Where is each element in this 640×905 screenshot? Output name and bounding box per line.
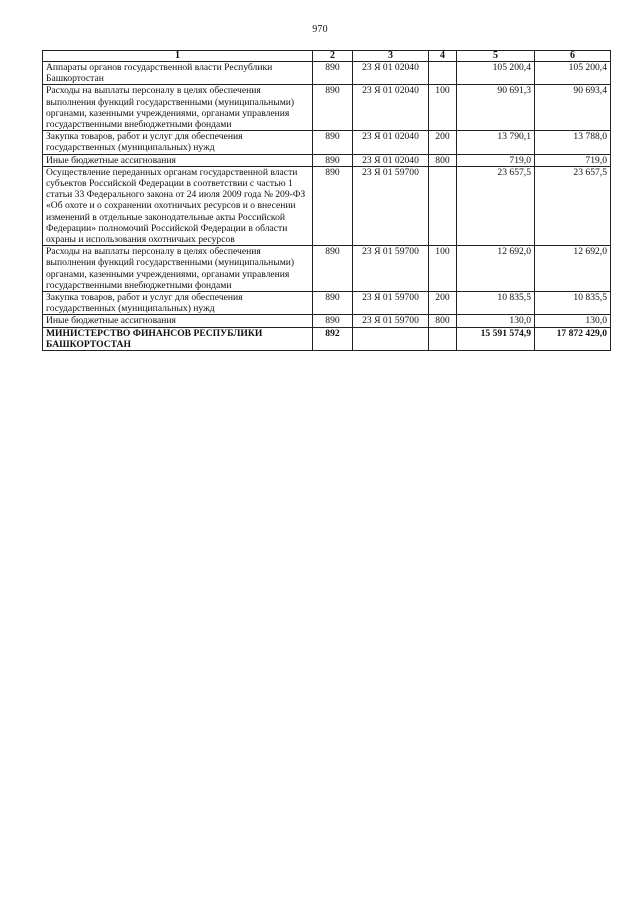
column-header-5: 5 [457,51,535,62]
row-name: Осуществление переданных органам государственной власти субъектов Российской Федерации в соответствии с частью 1 статьи 33 Федерального закона от 24 июля 2009 года № 209-ФЗ «Об охоте и о сохранении охотничьих ресурсов и о внесении изменений в отдельные законодательные акты Российской Федерации» полномочий Российской Федерации в области охраны и использования охотничьих ресурсов [43,166,313,245]
page-number: 970 [312,24,328,35]
row-amount-col6: 17 872 429,0 [535,327,611,350]
row-amount-col5: 719,0 [457,154,535,166]
row-amount-col5: 15 591 574,9 [457,327,535,350]
row-expense-type: 100 [429,246,457,292]
row-target-article: 23 Я 01 02040 [353,154,429,166]
row-amount-col6: 130,0 [535,315,611,327]
row-target-article [353,327,429,350]
row-code: 890 [313,315,353,327]
row-code: 890 [313,154,353,166]
row-expense-type [429,62,457,85]
row-code: 892 [313,327,353,350]
row-name: Иные бюджетные ассигнования [43,315,313,327]
table-row-ministry-total [43,327,611,350]
column-header-4: 4 [429,51,457,62]
row-name: МИНИСТЕРСТВО ФИНАНСОВ РЕСПУБЛИКИ БАШКОРТОСТАН [43,327,313,350]
row-expense-type: 800 [429,154,457,166]
row-expense-type [429,327,457,350]
table-row [43,246,611,292]
row-code: 890 [313,166,353,245]
row-amount-col5: 13 790,1 [457,131,535,154]
column-header-3: 3 [353,51,429,62]
row-code: 890 [313,62,353,85]
row-name: Закупка товаров, работ и услуг для обеспечения государственных (муниципальных) нужд [43,131,313,154]
row-amount-col6: 13 788,0 [535,131,611,154]
row-name: Закупка товаров, работ и услуг для обеспечения государственных (муниципальных) нужд [43,292,313,315]
row-target-article: 23 Я 01 59700 [353,315,429,327]
row-amount-col5: 12 692,0 [457,246,535,292]
row-amount-col6: 719,0 [535,154,611,166]
table-row [43,85,611,131]
table-row [43,292,611,315]
table-header-row [43,51,611,62]
row-amount-col6: 105 200,4 [535,62,611,85]
row-amount-col6: 10 835,5 [535,292,611,315]
row-target-article: 23 Я 01 59700 [353,166,429,245]
row-target-article: 23 Я 01 02040 [353,85,429,131]
row-target-article: 23 Я 01 02040 [353,62,429,85]
row-name: Аппараты органов государственной власти Республики Башкортостан [43,62,313,85]
row-amount-col5: 10 835,5 [457,292,535,315]
row-amount-col6: 12 692,0 [535,246,611,292]
table-row [43,154,611,166]
row-amount-col5: 23 657,5 [457,166,535,245]
table-row [43,166,611,245]
row-amount-col5: 105 200,4 [457,62,535,85]
row-expense-type: 200 [429,131,457,154]
row-amount-col5: 130,0 [457,315,535,327]
row-name: Расходы на выплаты персоналу в целях обеспечения выполнения функций государственными (муниципальными) органами, казенными учреждениями, органами управления государственными внебюджетными фондами [43,85,313,131]
row-amount-col5: 90 691,3 [457,85,535,131]
row-target-article: 23 Я 01 59700 [353,246,429,292]
table-row [43,62,611,85]
table-row [43,131,611,154]
row-code: 890 [313,131,353,154]
row-amount-col6: 90 693,4 [535,85,611,131]
column-header-2: 2 [313,51,353,62]
row-name: Расходы на выплаты персоналу в целях обеспечения выполнения функций государственными (муниципальными) органами, казенными учреждениями, органами управления государственными внебюджетными фондами [43,246,313,292]
table-row [43,315,611,327]
row-target-article: 23 Я 01 59700 [353,292,429,315]
row-amount-col6: 23 657,5 [535,166,611,245]
row-code: 890 [313,292,353,315]
column-header-1: 1 [43,51,313,62]
row-name: Иные бюджетные ассигнования [43,154,313,166]
row-code: 890 [313,246,353,292]
budget-table [42,50,611,351]
row-expense-type: 100 [429,85,457,131]
row-code: 890 [313,85,353,131]
row-expense-type: 800 [429,315,457,327]
column-header-6: 6 [535,51,611,62]
row-target-article: 23 Я 01 02040 [353,131,429,154]
row-expense-type [429,166,457,245]
row-expense-type: 200 [429,292,457,315]
